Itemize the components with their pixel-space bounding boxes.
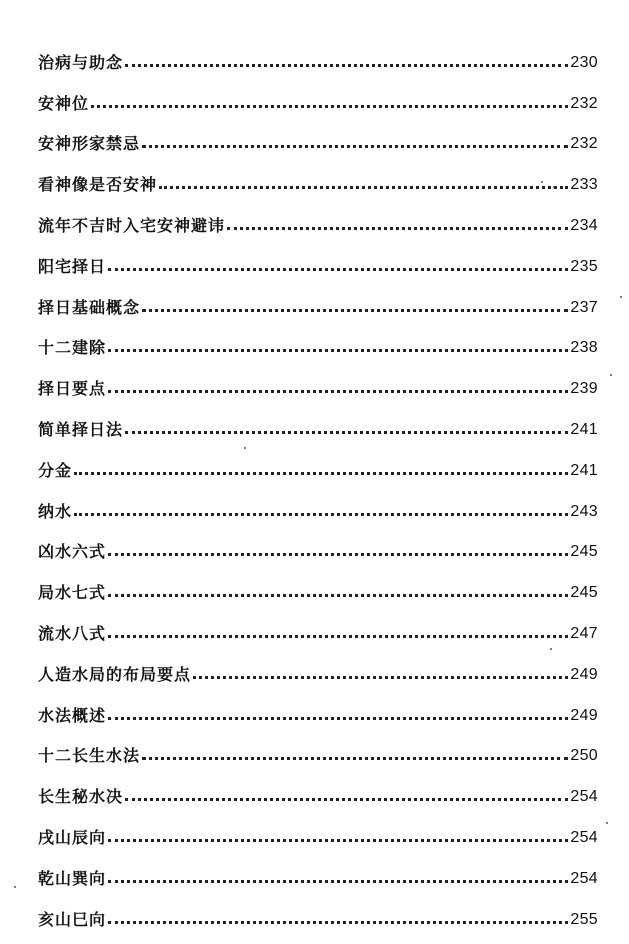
- toc-entry[interactable]: [38, 152, 598, 193]
- toc-entry-title: 纳水: [38, 501, 73, 521]
- toc-entry[interactable]: [38, 724, 598, 765]
- toc-entry-title: 看神像是否安神: [38, 175, 158, 195]
- toc-entry-title: 人造水局的布局要点: [38, 664, 192, 684]
- toc-entry[interactable]: [38, 30, 598, 71]
- toc-entry-page: 234: [570, 216, 598, 234]
- toc-entry-title: 十二建除: [38, 338, 107, 358]
- dot-leader: [108, 553, 568, 556]
- toc-entry-page: 249: [570, 706, 598, 724]
- toc-entry-page: 249: [570, 665, 598, 683]
- toc-entry[interactable]: [38, 316, 598, 357]
- toc-entry-title: 流年不吉时入宅安神避讳: [38, 215, 226, 235]
- toc-entry-page: 233: [570, 176, 598, 194]
- toc-entry[interactable]: [38, 846, 598, 887]
- toc-entry[interactable]: [38, 112, 598, 153]
- toc-entry-title: 乾山巽向: [38, 868, 107, 888]
- toc-entry-page: 239: [570, 380, 598, 398]
- dot-leader: [108, 349, 568, 352]
- dot-leader: [193, 676, 568, 679]
- scan-speck: [550, 648, 552, 650]
- toc-entry-title: 流水八式: [38, 623, 107, 643]
- toc-entry-title: 戌山辰向: [38, 827, 107, 847]
- toc-entry-page: 255: [570, 910, 598, 928]
- toc-entry-title: 凶水六式: [38, 542, 107, 562]
- toc-entry[interactable]: [38, 356, 598, 397]
- toc-entry[interactable]: [38, 234, 598, 275]
- dot-leader: [108, 880, 568, 883]
- dot-leader: [142, 145, 568, 148]
- dot-leader: [74, 472, 568, 475]
- toc-entry[interactable]: [38, 275, 598, 316]
- toc-entry-page: 232: [570, 135, 598, 153]
- dot-leader: [91, 105, 568, 108]
- toc-entry-title: 安神形家禁忌: [38, 134, 141, 154]
- toc-entry[interactable]: [38, 397, 598, 438]
- dot-leader: [108, 594, 568, 597]
- toc-entry-page: 235: [570, 257, 598, 275]
- dot-leader: [74, 513, 568, 516]
- dot-leader: [125, 431, 568, 434]
- toc-entry-page: 245: [570, 584, 598, 602]
- toc-entry-page: 245: [570, 543, 598, 561]
- dot-leader: [227, 227, 568, 230]
- toc-entry[interactable]: [38, 520, 598, 561]
- toc-entry-page: 254: [570, 869, 598, 887]
- dot-leader: [108, 921, 568, 924]
- toc-entry-page: 230: [570, 53, 598, 71]
- toc-entry-title: 简单择日法: [38, 419, 124, 439]
- scan-speck: [620, 296, 622, 298]
- dot-leader: [142, 309, 568, 312]
- toc-entry-page: 250: [570, 747, 598, 765]
- toc-entry-title: 择日要点: [38, 379, 107, 399]
- dot-leader: [125, 798, 568, 801]
- dot-leader: [142, 757, 568, 760]
- dot-leader: [108, 268, 568, 271]
- toc-entry-page: 232: [570, 94, 598, 112]
- toc-entry[interactable]: [38, 683, 598, 724]
- toc-entry[interactable]: [38, 887, 598, 928]
- toc-entry[interactable]: [38, 479, 598, 520]
- toc-entry-page: 254: [570, 828, 598, 846]
- scan-speck: [606, 822, 608, 824]
- toc-entry[interactable]: [38, 764, 598, 805]
- toc-entry-page: 238: [570, 339, 598, 357]
- toc-entry-title: 局水七式: [38, 583, 107, 603]
- toc-entry-title: 水法概述: [38, 705, 107, 725]
- toc-entry-title: 亥山巳向: [38, 909, 107, 929]
- toc-entry[interactable]: [38, 601, 598, 642]
- dot-leader: [108, 717, 568, 720]
- table-of-contents: [38, 30, 598, 928]
- toc-entry-title: 安神位: [38, 93, 90, 113]
- scan-speck: [244, 447, 246, 449]
- scan-speck: [541, 181, 543, 183]
- dot-leader: [108, 390, 568, 393]
- toc-entry[interactable]: [38, 71, 598, 112]
- toc-entry[interactable]: [38, 193, 598, 234]
- dot-leader: [159, 186, 568, 189]
- scan-speck: [14, 886, 16, 888]
- toc-entry-page: 243: [570, 502, 598, 520]
- toc-entry-title: 择日基础概念: [38, 297, 141, 317]
- toc-entry-title: 长生秘水决: [38, 787, 124, 807]
- toc-entry-page: 237: [570, 298, 598, 316]
- toc-entry-page: 247: [570, 624, 598, 642]
- toc-entry[interactable]: [38, 642, 598, 683]
- toc-entry[interactable]: [38, 438, 598, 479]
- dot-leader: [125, 64, 568, 67]
- toc-entry[interactable]: [38, 805, 598, 846]
- toc-entry-title: 十二长生水法: [38, 746, 141, 766]
- scan-speck: [553, 186, 555, 188]
- toc-entry-title: 阳宅择日: [38, 256, 107, 276]
- scan-speck: [610, 374, 612, 376]
- toc-entry-title: 治病与助念: [38, 52, 124, 72]
- dot-leader: [108, 635, 568, 638]
- toc-entry-page: 241: [570, 461, 598, 479]
- toc-entry-page: 254: [570, 788, 598, 806]
- toc-entry-title: 分金: [38, 460, 73, 480]
- toc-entry-page: 241: [570, 420, 598, 438]
- dot-leader: [108, 839, 568, 842]
- toc-entry[interactable]: [38, 560, 598, 601]
